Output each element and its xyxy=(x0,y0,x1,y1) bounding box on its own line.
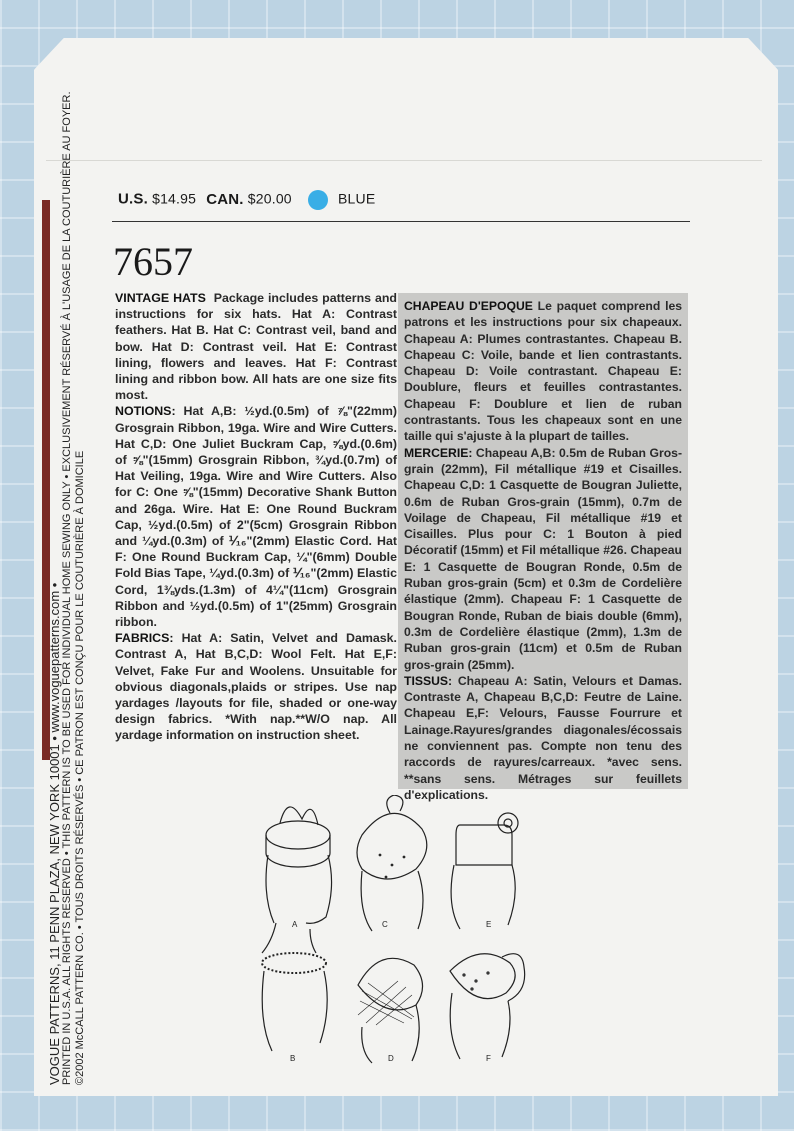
notions-text: Hat A,B: ½yd.(0.5m) of ⅞"(22mm) Grosgrain Ribbon, 19ga. Wire and Wire Cutters. Hat C,D: One Juliet Buckram Cap, ⅝yd.(0.6m) of ⅝"(15mm) Grosgrain Ribbon, ¾yd.(0.7m) of Hat Veiling, 19ga. Wire and Wire Cutters. Also for C: One ⅝"(15mm) Decorative Shank Button and 26ga. Wire. Hat E: One Round Buckram Cap, ½yd.(0.5m) of 2"(5cm) Grosgrain Ribbon and ¼yd.(0.3m) of ⅟₁₆"(2mm) Elastic Cord. Hat F: One Round Buckram Cap, ¼"(6mm) Double Fold Bias Tape, ¼yd.(0.3m) of ⅟₁₆"(2mm) Elastic Cord, 1⅜yds.(1.3m) of 4¼"(11cm) Grosgrain Ribbon and ½yd.(0.5m) of 1"(25mm) Grosgrain ribbon. xyxy=(115,404,397,630)
french-intro: Le paquet comprend les patrons et les instructions pour six chapeaux. Chapeau A: Plumes contrastantes. Chapeau B. Chapeau C: Voile, bande et lien contrastants. Chapeau D: Voile contrastant. Chapeau E: Doublure, fleurs et feuilles contrastantes. Chapeau F: Doublure et lien de ruban contrastants. Tous les chapeaux sont en une taille qui s'ajuste à la plupart de tailles. xyxy=(404,299,683,444)
english-description xyxy=(115,290,397,744)
hat-view-f xyxy=(450,954,525,1063)
view-label-d: D xyxy=(388,1054,394,1063)
tissus-text: Chapeau A: Satin, Velours et Damas. Contraste A, Chapeau B,C,D: Feutre de Laine. Chapeau E,F: Velours, Fausse Fourrure et Lainage.Rayures/grandes diagonales/écossais ne conviennent pas. Compte non tenu des raccords de rayures/carreaux. *avec sens. **sans sens. Métrages sur feuillets d'explications. xyxy=(404,673,683,802)
side-line-1: VOGUE PATTERNS, 11 PENN PLAZA, NEW YORK 10001 • www.voguepatterns.com • xyxy=(47,582,62,1085)
hat-view-b xyxy=(262,953,327,1063)
notions-title: NOTIONS: xyxy=(115,404,176,419)
flap-line xyxy=(46,160,762,161)
header-rule xyxy=(112,221,690,222)
english-title: VINTAGE HATS xyxy=(115,291,206,305)
french-title: CHAPEAU D'EPOQUE xyxy=(404,299,533,313)
mercerie-title: MERCERIE: xyxy=(404,445,473,460)
can-label: CAN. xyxy=(206,190,244,208)
fabrics-text: Hat A: Satin, Velvet and Damask. Contrast A, Hat B,C,D: Wool Felt. Hat E,F: Velvet, Fake Fur and Woolens. Unsuitable for obvious diagonals,plaids or stripes. Use nap yardages /layouts for file, shaded or one-way design fabrics. *With nap.**W/O nap. All yardage information on instruction sheet. xyxy=(115,631,397,743)
french-description xyxy=(398,293,688,802)
price-line xyxy=(118,190,375,210)
us-price: $14.95 xyxy=(152,190,197,207)
hat-view-c xyxy=(357,795,427,931)
tissus-title: TISSUS: xyxy=(404,673,453,688)
mercerie-text: Chapeau A,B: 0.5m de Ruban Gros-grain (22mm), Fil métallique #19 et Cisailles. Chapeau C,D: 1 Casquette de Bougran Juliette, 0.6m de Ruban Gros-grain (15mm), 0.7m de Voilage de Chapeau, Fil métallique #19 et Cisailles. Plus pour C: 1 Bouton à pied Décoratif (15mm) et Fil métallique #26. Chapeau E: 1 Casquette de Bougran Ronde, 0.5m de Ruban gros-grain (5cm) et 0.3m de Cordelière élastique (2mm). Chapeau F: 1 Casquette de Bougran Ronde, Ruban de biais double (6mm), 0.3m de Cordelière élastique (2mm), 1.3m de Ruban gros-grain (11cm) et 0.5m de Ruban gros-grain (25mm). xyxy=(404,445,682,672)
side-imprint xyxy=(48,91,87,1085)
us-label: U.S. xyxy=(118,190,148,208)
hat-sketches xyxy=(250,795,570,1075)
side-line-2: PRINTED IN U.S.A. ALL RIGHTS RESERVED • THIS PATTERN IS TO BE USED FOR INDIVIDUAL HOME SEWING ONLY • EXCLUSIVEMENT RÉSERVÉ À L'USAGE DE LA COUTURIÈRE AU FOYER. xyxy=(61,91,73,1085)
hat-view-e xyxy=(451,813,518,929)
english-intro: Package includes patterns and instructions for six hats. Hat A: Contrast feathers. Hat B. Hat C: Contrast veil, band and bow. Hat D: Contrast veil. Hat E: Contrast lining, flowers and leaves. Hat F: Contrast lining and ribbon bow. All hats are one size fits most. xyxy=(115,291,397,403)
side-line-3: ©2002 McCALL PATTERN CO. • TOUS DROITS RÉSERVÉS • CE PATRON EST CONÇU POUR LE COUTURIÈRE À DOMICILE xyxy=(74,450,86,1085)
fabrics-title: FABRICS: xyxy=(115,631,174,646)
pattern-number: 7657 xyxy=(113,239,193,284)
color-dot-icon xyxy=(308,190,328,210)
view-label-a: A xyxy=(292,920,298,929)
view-label-c: C xyxy=(382,920,388,929)
color-label: BLUE xyxy=(337,190,376,207)
can-price: $20.00 xyxy=(247,190,292,207)
hat-view-a xyxy=(262,807,332,953)
view-label-e: E xyxy=(486,920,492,929)
hat-view-d xyxy=(358,958,423,1063)
view-label-b: B xyxy=(290,1054,296,1063)
view-label-f: F xyxy=(486,1054,491,1063)
